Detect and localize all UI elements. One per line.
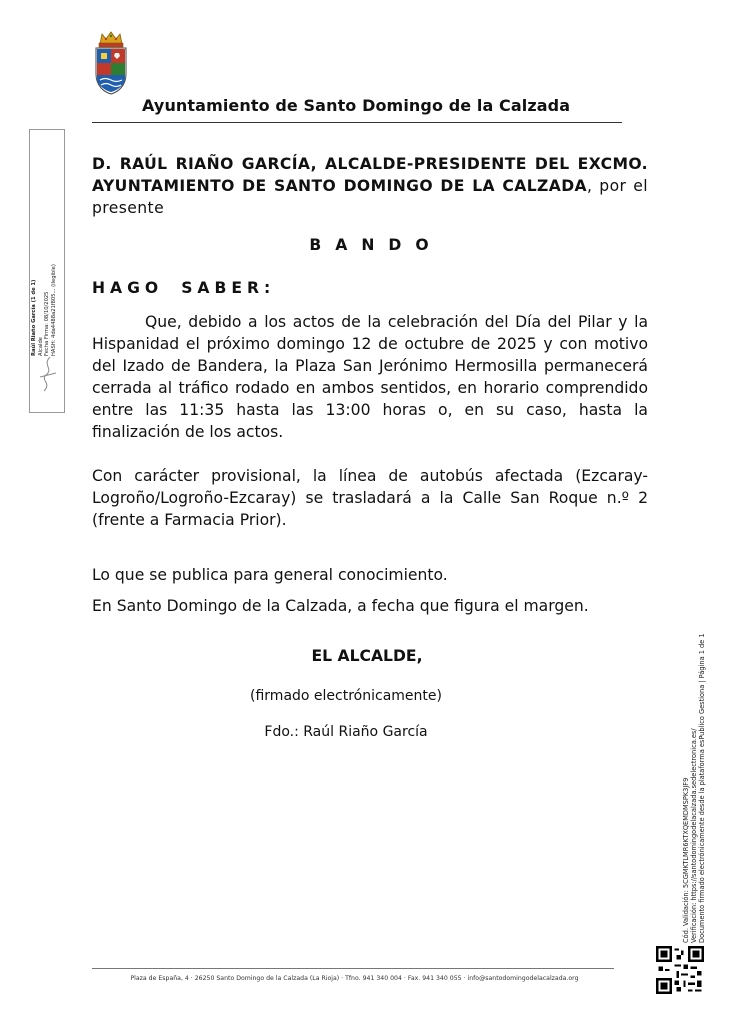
footer-address: Plaza de España, 4 · 26250 Santo Domingo de la Calzada (La Rioja) · Tfno. 941 340 004 · Fax. 941 340 055 · info@santodomingodelacalzada.org bbox=[130, 975, 579, 982]
bando-title: BANDO bbox=[309, 236, 443, 254]
paragraph-bus-line: Con carácter provisional, la línea de autobús afectada (Ezcaray-Logroño/Logroño-Ezcaray) se trasladará a la Calle San Roque n.º 2 (frente a Farmacia Prior). bbox=[92, 467, 648, 529]
header-divider bbox=[92, 122, 622, 123]
heading-bold-text: D. RAÚL RIAÑO GARCÍA, ALCALDE-PRESIDENTE DEL EXCMO. AYUNTAMIENTO DE SANTO DOMINGO DE LA CALZADA bbox=[92, 155, 648, 195]
hago-saber-title bbox=[92, 277, 648, 299]
verification-text bbox=[682, 633, 706, 943]
paragraph-road-closure: Que, debido a los actos de la celebración del Día del Pilar y la Hispanidad el próximo domingo 12 de octubre de 2025 y con motivo del Izado de Bandera, la Plaza San Jerónimo Hermosilla permanecerá cerrada al tráfico rodado en ambos sentidos, en horario comprendido entre las 11:35 hasta las 13:00 horas o, en su caso, hasta la finalización de los actos. bbox=[92, 313, 648, 441]
verification-platform: Documento firmado electrónicamente desde la plataforma esPublico Gestiona | Página 1 de 1 bbox=[698, 633, 706, 943]
paragraph-place-date: En Santo Domingo de la Calzada, a fecha que figura el margen. bbox=[92, 597, 589, 615]
stamp-signer: Raúl Riaño García (1 de 1) bbox=[31, 279, 37, 356]
signature-stamp-text bbox=[31, 264, 57, 356]
document-heading bbox=[92, 153, 648, 219]
document-body bbox=[92, 153, 648, 743]
verification-code: Cód. Validación: 5CGMKTLMR6KTXQEMDMSPK3JF9 bbox=[682, 777, 690, 943]
verification-url: Verificación: https://santodomingodelacalzada.sedelectronica.es/ bbox=[690, 728, 698, 943]
qr-code bbox=[656, 946, 704, 994]
paragraph-publication: Lo que se publica para general conocimiento. bbox=[92, 566, 448, 584]
stamp-role: Alcalde bbox=[37, 337, 44, 356]
footer-divider bbox=[92, 968, 614, 969]
organization-title: Ayuntamiento de Santo Domingo de la Calzada bbox=[142, 96, 571, 115]
signature-title: EL ALCALDE, bbox=[311, 647, 423, 665]
signature-note: (firmado electrónicamente) bbox=[250, 688, 442, 704]
signature-name: Fdo.: Raúl Riaño García bbox=[264, 724, 428, 740]
coat-of-arms-logo bbox=[92, 30, 130, 96]
stamp-date: Fecha Firma: 08/10/2025 bbox=[44, 291, 50, 356]
heading-plain-text: , por el presente bbox=[92, 177, 648, 217]
stamp-hash: HASH: 4da4488a21f805... (ilegible) bbox=[50, 264, 57, 356]
saber-word: SABER: bbox=[181, 279, 276, 297]
handwritten-signature bbox=[36, 355, 60, 395]
hago-word: HAGO bbox=[92, 279, 164, 297]
